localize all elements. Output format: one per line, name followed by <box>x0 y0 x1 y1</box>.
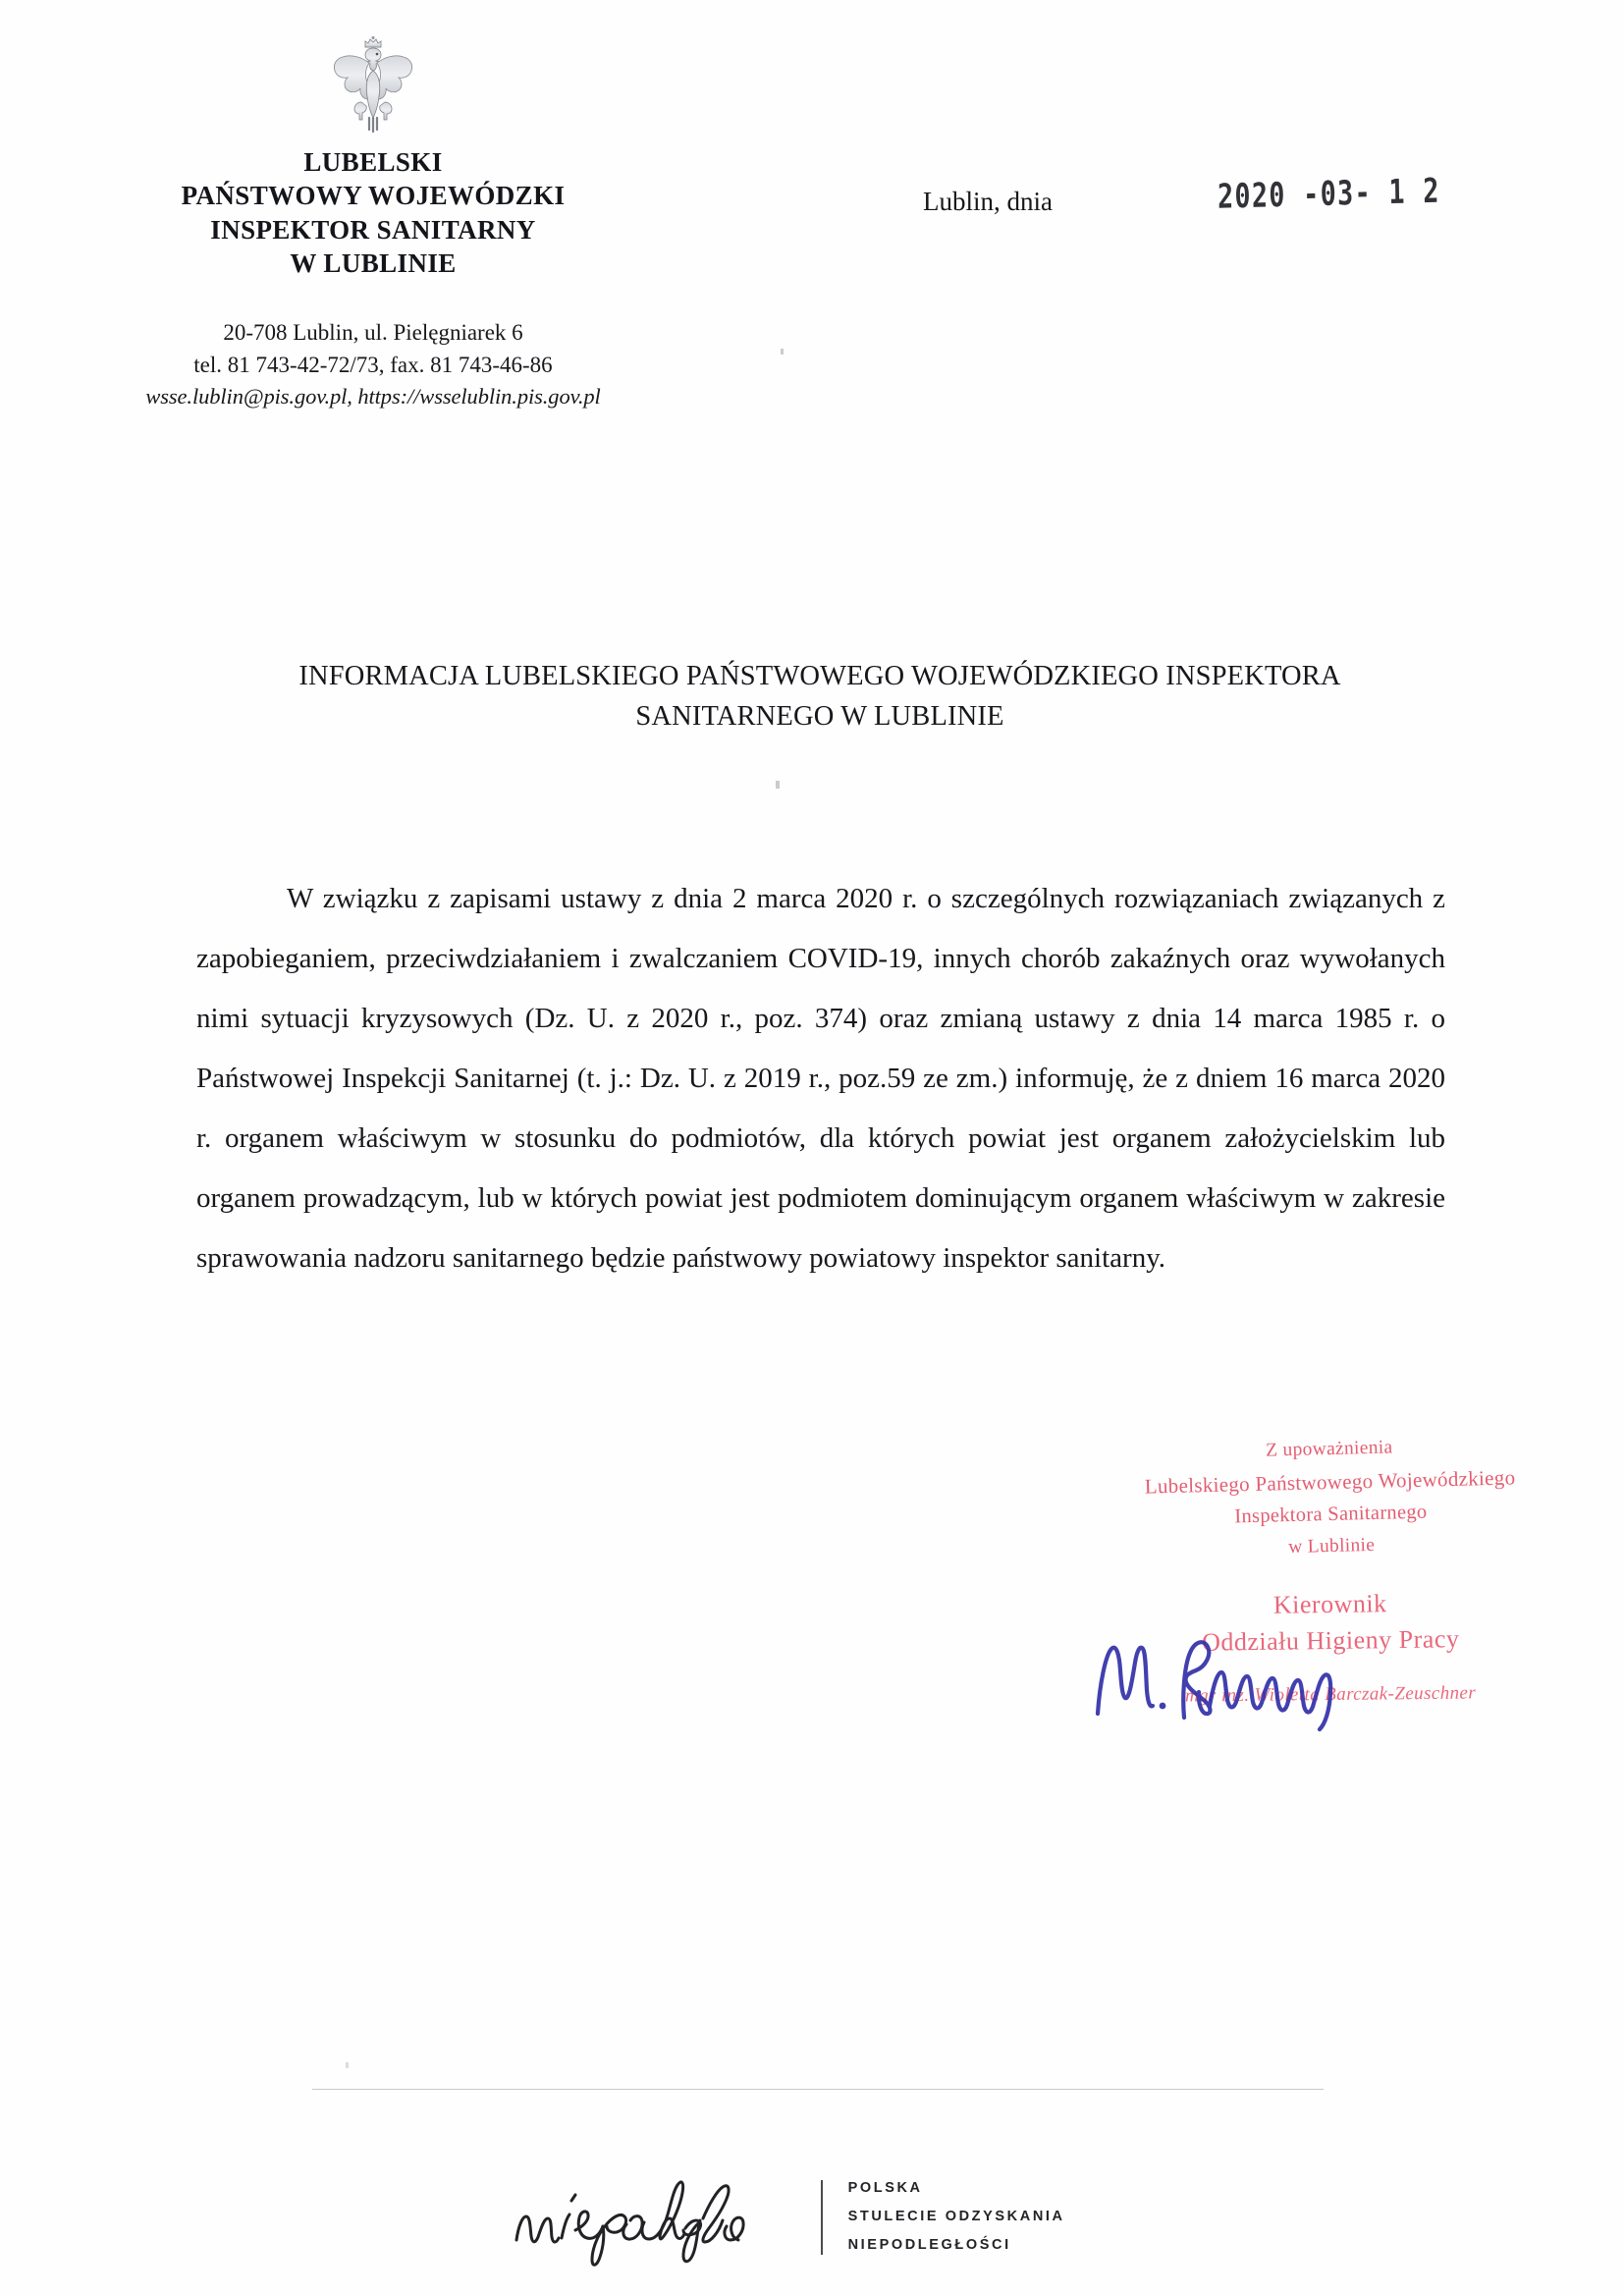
document-title <box>196 656 1443 738</box>
authorization-line-1: Z upoważnienia <box>1265 1437 1393 1461</box>
authorization-line-2: Lubelskiego Państwowego Wojewódzkiego <box>1144 1464 1516 1499</box>
org-line-1: LUBELSKI <box>303 147 443 177</box>
dateline-place-label: Lublin, dnia <box>923 187 1053 216</box>
body-paragraph: W związku z zapisami ustawy z dnia 2 marca 2020 r. o szczególnych rozwiązaniach związanych z zapobieganiem, przeciwdziałaniem i zwalczaniem COVID-19, innych chorób zakaźnych oraz wywołanych nimi sytuacji kryzysowych (Dz. U. z 2020 r., poz. 374) oraz zmianą ustawy z dnia 14 marca 1985 r. o Państwowej Inspekcji Sanitarnej (t. j.: Dz. U. z 2019 r., poz.59 ze zm.) informuję, że z dniem 16 marca 2020 r. organem właściwym w stosunku do podmiotów, dla których powiat jest organem założycielskim lub organem prowadzącym, lub w których powiat jest podmiotem dominującym organem właściwym w zakresie sprawowania nadzoru sanitarnego będzie państwowy powiatowy inspektor sanitarny. <box>196 883 1445 1274</box>
niepodlegla-logo <box>511 2165 1065 2269</box>
footer-caption-line-1: POLSKA <box>847 2180 923 2196</box>
footer-caption <box>848 2174 1065 2260</box>
footer-caption-line-3: NIEPODLEGŁOŚCI <box>847 2237 1011 2253</box>
body-text <box>196 869 1445 1288</box>
scan-speck <box>781 349 784 355</box>
footer-logo-divider <box>821 2180 823 2255</box>
niepodlegla-script-icon <box>511 2165 795 2269</box>
contact-block <box>93 317 653 412</box>
document-title-line-1: INFORMACJA LUBELSKIEGO PAŃSTWOWEGO WOJEWÓDZKIEGO INSPEKTORA <box>298 661 1341 691</box>
role-line-1: Kierownik <box>1272 1589 1387 1619</box>
scan-speck <box>776 781 780 789</box>
org-line-3: INSPEKTOR SANITARNY <box>210 214 536 245</box>
email-and-website-line: wsse.lublin@pis.gov.pl, https://wsselublin.pis.gov.pl <box>145 384 601 410</box>
address-line: 20-708 Lublin, ul. Pielęgniarek 6 <box>223 320 523 346</box>
authorization-line-3: Inspektora Sanitarnego <box>1234 1501 1428 1527</box>
letterhead <box>93 27 653 412</box>
document-title-line-2: SANITARNEGO W LUBLINIE <box>635 701 1004 733</box>
footer-caption-line-2: STULECIE ODZYSKANIA <box>847 2209 1065 2224</box>
role-stamp <box>1100 1584 1562 1663</box>
polish-eagle-emblem <box>326 27 420 137</box>
date-stamp: 2020 -03- 1 2 <box>1217 170 1441 217</box>
organization-name <box>93 145 653 280</box>
phone-line: tel. 81 743-42-72/73, fax. 81 743-46-86 <box>193 352 553 377</box>
authorization-line-4: w Lublinie <box>1287 1534 1376 1558</box>
scan-speck <box>346 2062 349 2068</box>
footer-divider-rule <box>312 2089 1324 2090</box>
signature-block <box>1100 1404 1561 1777</box>
org-line-2: PAŃSTWOWY WOJEWÓDZKI <box>181 181 566 211</box>
signer-name-stamp: mgr inż. Wioletta Barczak-Zeuschner <box>1184 1682 1477 1707</box>
authorization-stamp <box>1098 1428 1562 1567</box>
org-line-4: W LUBLINIE <box>290 247 457 278</box>
role-line-2: Oddziału Higieny Pracy <box>1201 1624 1460 1657</box>
